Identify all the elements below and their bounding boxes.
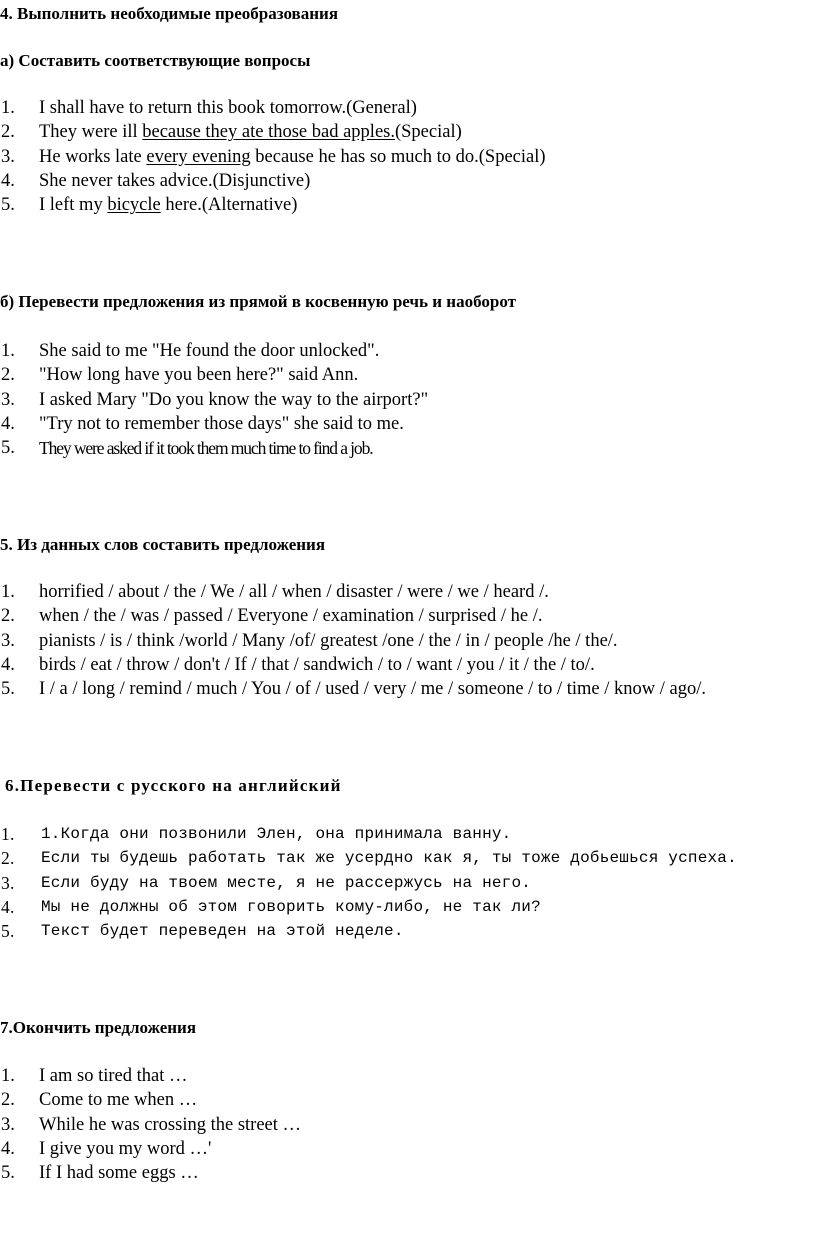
item-number: 1. [1, 98, 15, 118]
item-number: 3. [1, 389, 15, 410]
item-text: "Try not to remember those days" she said to me. [39, 413, 404, 434]
task7-heading: 7.Окончить предложения [0, 1018, 197, 1037]
item-number: 3. [1, 1114, 15, 1135]
item-number: 2. [1, 1090, 15, 1111]
item-number: 5. [1, 921, 15, 942]
item-number: 2. [1, 606, 15, 627]
item-number: 3. [1, 146, 15, 167]
item-text: I left my bicycle here.(Alternative) [39, 195, 298, 216]
item-text: pianists / is / think /world / Many /of/ greatest /one / the / in / people /he / the/. [39, 630, 618, 651]
item-number: 1. [1, 341, 15, 361]
item-text: I / a / long / remind / much / You / of / used / very / me / someone / to / time / know / ago/. [39, 679, 706, 700]
item-number: 4. [1, 654, 15, 675]
item-number: 2. [1, 848, 15, 869]
item-number: 1. [1, 582, 15, 602]
item-number: 2. [1, 365, 15, 386]
item-text: I am so tired that … [39, 1066, 188, 1086]
item-number: 1. [1, 824, 15, 844]
item-text: They were ill because they ate those bad apples.(Special) [39, 122, 462, 143]
item-text: She said to me "He found the door unlocked". [39, 341, 380, 361]
item-number: 4. [1, 170, 15, 191]
underlined-fragment: because they ate those bad apples. [142, 122, 395, 143]
item-text: They were asked if it took them much time to find a job. [39, 438, 373, 459]
item-text: Текст будет переведен на этой неделе. [41, 922, 404, 941]
item-text: "How long have you been here?" said Ann. [39, 365, 359, 386]
item-number: 4. [1, 413, 15, 434]
task4b-heading: б) Перевести предложения из прямой в косвенную речь и наоборот [0, 292, 516, 311]
item-text: While he was crossing the street … [39, 1114, 302, 1135]
item-number: 3. [1, 630, 15, 651]
item-number: 4. [1, 896, 15, 917]
item-text: She never takes advice.(Disjunctive) [39, 170, 311, 191]
item-number: 1. [1, 1066, 15, 1086]
item-text: 1.Когда они позвонили Элен, она принимала ванну. [41, 825, 512, 843]
item-text: If I had some eggs … [39, 1163, 199, 1184]
item-text: I asked Mary "Do you know the way to the airport?" [39, 389, 429, 410]
task6-heading: 6.Перевести с русского на английский [5, 776, 342, 795]
item-text: Мы не должны об этом говорить кому-либо, не так ли? [41, 897, 541, 916]
item-number: 3. [1, 872, 15, 893]
underlined-fragment: every evening [146, 146, 251, 167]
item-text: I shall have to return this book tomorrow.(General) [39, 98, 417, 118]
item-text: when / the / was / passed / Everyone / examination / surprised / he /. [39, 606, 543, 627]
item-text: birds / eat / throw / don't / If / that / sandwich / to / want / you / it / the / to/. [39, 654, 595, 675]
item-number: 5. [1, 195, 15, 216]
task5-heading: 5. Из данных слов составить предложения [0, 535, 326, 554]
item-number: 5. [1, 1163, 15, 1184]
item-number: 5. [1, 438, 15, 459]
item-text: Come to me when … [39, 1090, 198, 1111]
task4a-heading: а) Составить соответствующие вопросы [0, 51, 311, 70]
item-text: Если буду на твоем месте, я не рассержусь на него. [41, 873, 532, 892]
item-text: Если ты будешь работать так же усердно как я, ты тоже добьешься успеха. [41, 849, 737, 868]
underlined-fragment: bicycle [107, 195, 161, 216]
item-text: I give you my word …' [39, 1138, 212, 1159]
task4-heading: 4. Выполнить необходимые преобразования [0, 4, 339, 23]
item-number: 5. [1, 679, 15, 700]
item-number: 4. [1, 1138, 15, 1159]
item-number: 2. [1, 122, 15, 143]
item-text: horrified / about / the / We / all / when / disaster / were / we / heard /. [39, 582, 549, 602]
item-text: He works late every evening because he has so much to do.(Special) [39, 146, 546, 167]
